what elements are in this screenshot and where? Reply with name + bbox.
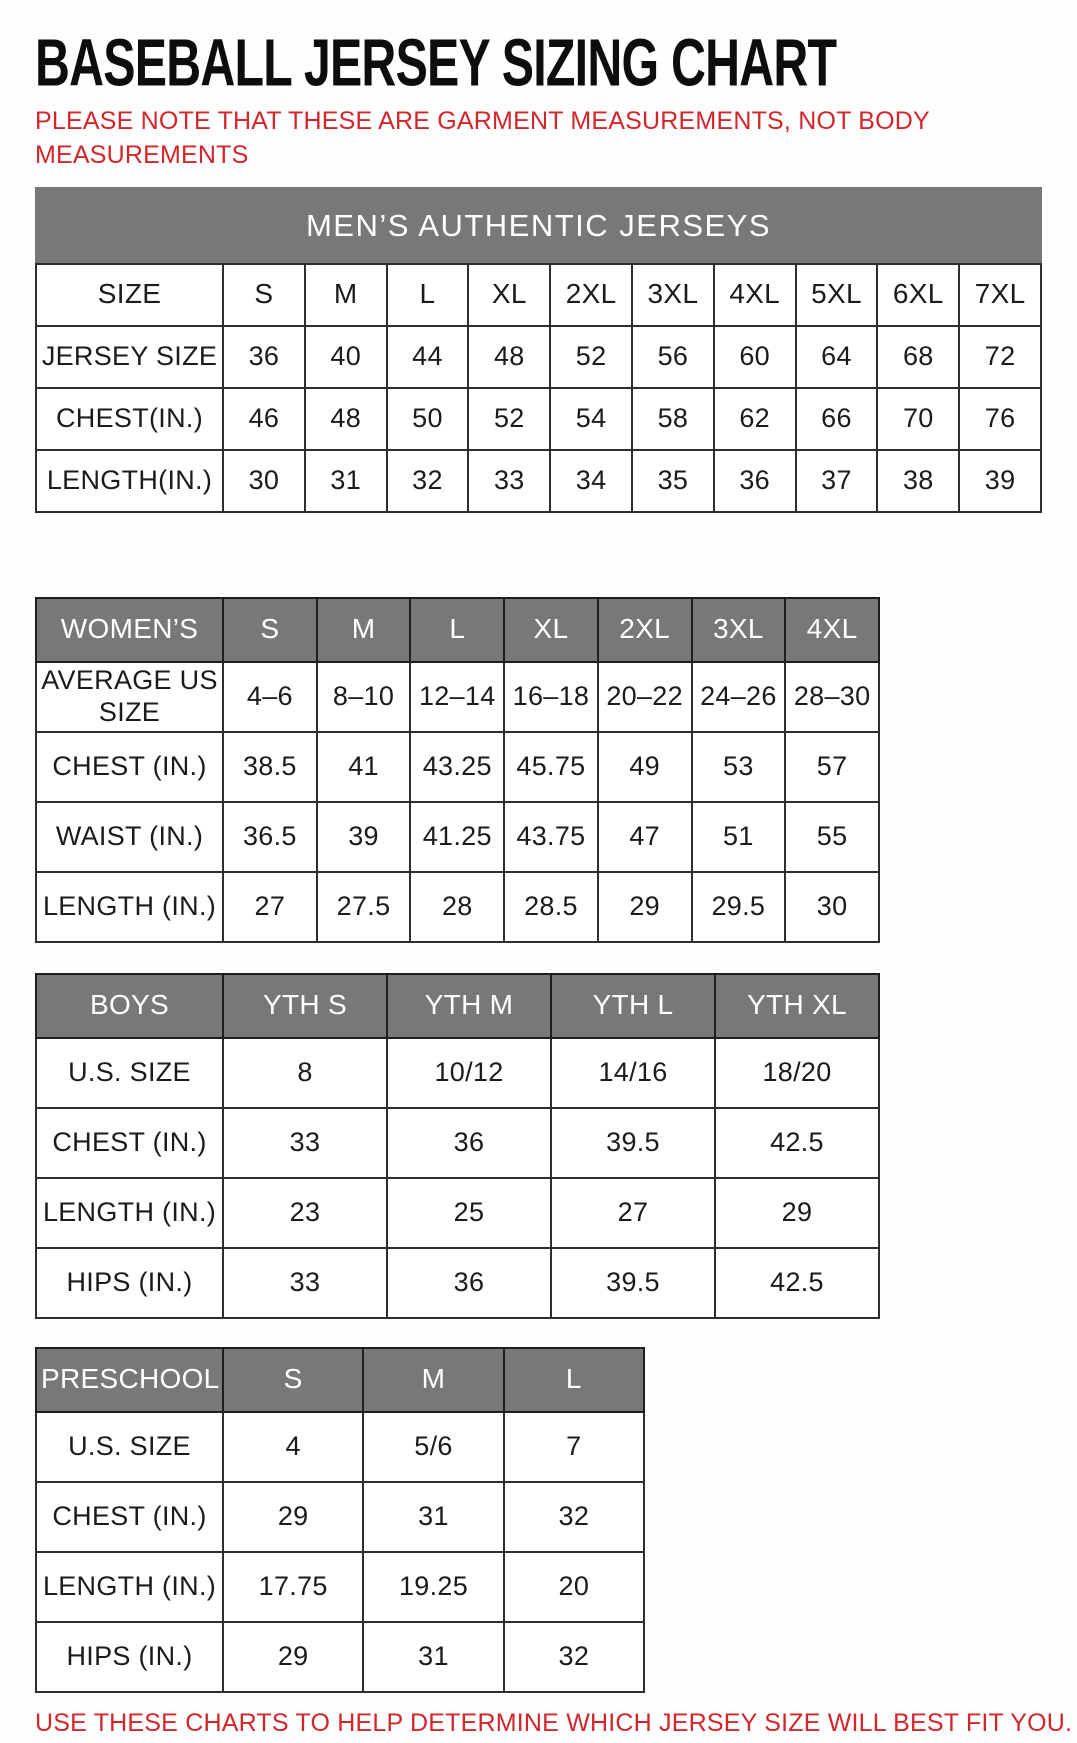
- womens-header-label: WOMEN’S: [36, 598, 223, 662]
- mens-value-cell: 34: [550, 450, 632, 512]
- boys-value-cell: 42.5: [715, 1108, 879, 1178]
- boys-value-cell: 27: [551, 1178, 715, 1248]
- mens-value-cell: 35: [632, 450, 714, 512]
- mens-value-cell: 33: [468, 450, 550, 512]
- womens-table-row: [36, 802, 879, 872]
- womens-value-cell: 28–30: [785, 662, 879, 732]
- preschool-row-label: U.S. SIZE: [36, 1412, 223, 1482]
- womens-value-cell: 49: [598, 732, 692, 802]
- boys-row-label: U.S. SIZE: [36, 1038, 223, 1108]
- page-title: BASEBALL JERSEY SIZING CHART: [35, 26, 837, 101]
- boys-header-label: BOYS: [36, 974, 223, 1038]
- womens-table-row: [36, 872, 879, 942]
- mens-table-row: [36, 326, 1041, 388]
- mens-value-cell: 64: [796, 326, 878, 388]
- womens-value-cell: 16–18: [504, 662, 598, 732]
- womens-value-cell: 41.25: [410, 802, 504, 872]
- boys-value-cell: 33: [223, 1108, 387, 1178]
- womens-row-label: LENGTH (IN.): [36, 872, 223, 942]
- mens-value-cell: 32: [387, 450, 469, 512]
- mens-value-cell: 50: [387, 388, 469, 450]
- preschool-table-row: [36, 1622, 644, 1692]
- preschool-value-cell: 19.25: [363, 1552, 503, 1622]
- boys-value-cell: 25: [387, 1178, 551, 1248]
- womens-value-cell: 57: [785, 732, 879, 802]
- boys-header-yth-l: YTH L: [551, 974, 715, 1038]
- mens-header-6xl: 6XL: [877, 264, 959, 326]
- mens-value-cell: 31: [305, 450, 387, 512]
- footer-note: USE THESE CHARTS TO HELP DETERMINE WHICH JERSEY SIZE WILL BEST FIT YOU.: [35, 1708, 1073, 1737]
- mens-header-xl: XL: [468, 264, 550, 326]
- womens-header-xl: XL: [504, 598, 598, 662]
- womens-value-cell: 29.5: [692, 872, 786, 942]
- boys-table-section: [35, 973, 1045, 1319]
- boys-table-row: [36, 1248, 879, 1318]
- boys-value-cell: 23: [223, 1178, 387, 1248]
- mens-row-label: JERSEY SIZE: [36, 326, 223, 388]
- preschool-value-cell: 32: [504, 1622, 644, 1692]
- boys-value-cell: 36: [387, 1248, 551, 1318]
- womens-row-label: WAIST (IN.): [36, 802, 223, 872]
- boys-value-cell: 18/20: [715, 1038, 879, 1108]
- womens-value-cell: 27.5: [317, 872, 411, 942]
- preschool-value-cell: 5/6: [363, 1412, 503, 1482]
- mens-value-cell: 52: [550, 326, 632, 388]
- mens-value-cell: 38: [877, 450, 959, 512]
- womens-header-2xl: 2XL: [598, 598, 692, 662]
- womens-value-cell: 53: [692, 732, 786, 802]
- preschool-table-row: [36, 1552, 644, 1622]
- womens-value-cell: 43.25: [410, 732, 504, 802]
- mens-value-cell: 36: [223, 326, 305, 388]
- boys-row-label: LENGTH (IN.): [36, 1178, 223, 1248]
- mens-header-5xl: 5XL: [796, 264, 878, 326]
- boys-header-yth-m: YTH M: [387, 974, 551, 1038]
- preschool-value-cell: 32: [504, 1482, 644, 1552]
- womens-value-cell: 30: [785, 872, 879, 942]
- womens-value-cell: 36.5: [223, 802, 317, 872]
- mens-value-cell: 70: [877, 388, 959, 450]
- womens-value-cell: 38.5: [223, 732, 317, 802]
- mens-table-row: [36, 388, 1041, 450]
- mens-banner: MEN’S AUTHENTIC JERSEYS: [35, 187, 1042, 263]
- preschool-header-m: M: [363, 1348, 503, 1412]
- mens-value-cell: 30: [223, 450, 305, 512]
- womens-table-section: [35, 597, 1045, 943]
- mens-header-m: M: [305, 264, 387, 326]
- boys-header-yth-s: YTH S: [223, 974, 387, 1038]
- mens-value-cell: 39: [959, 450, 1041, 512]
- womens-value-cell: 28.5: [504, 872, 598, 942]
- measurement-note: PLEASE NOTE THAT THESE ARE GARMENT MEASUREMENTS, NOT BODY MEASUREMENTS: [35, 107, 930, 169]
- preschool-value-cell: 31: [363, 1622, 503, 1692]
- womens-header-3xl: 3XL: [692, 598, 786, 662]
- mens-value-cell: 56: [632, 326, 714, 388]
- preschool-value-cell: 17.75: [223, 1552, 363, 1622]
- womens-value-cell: 43.75: [504, 802, 598, 872]
- womens-value-cell: 12–14: [410, 662, 504, 732]
- preschool-value-cell: 29: [223, 1482, 363, 1552]
- boys-value-cell: 29: [715, 1178, 879, 1248]
- boys-row-label: HIPS (IN.): [36, 1248, 223, 1318]
- preschool-table-row: [36, 1482, 644, 1552]
- womens-sizing-table: [35, 597, 880, 943]
- womens-value-cell: 8–10: [317, 662, 411, 732]
- boys-value-cell: 39.5: [551, 1248, 715, 1318]
- mens-value-cell: 48: [305, 388, 387, 450]
- mens-row-label: LENGTH(IN.): [36, 450, 223, 512]
- womens-value-cell: 27: [223, 872, 317, 942]
- womens-row-label: AVERAGE US SIZE: [36, 662, 223, 732]
- boys-header-row: [36, 974, 879, 1038]
- mens-value-cell: 66: [796, 388, 878, 450]
- boys-value-cell: 36: [387, 1108, 551, 1178]
- womens-header-s: S: [223, 598, 317, 662]
- mens-value-cell: 40: [305, 326, 387, 388]
- womens-value-cell: 4–6: [223, 662, 317, 732]
- womens-value-cell: 55: [785, 802, 879, 872]
- preschool-table-row: [36, 1412, 644, 1482]
- mens-sizing-table: [35, 263, 1042, 513]
- mens-header-l: L: [387, 264, 469, 326]
- mens-header-s: S: [223, 264, 305, 326]
- mens-value-cell: 60: [714, 326, 796, 388]
- mens-header-label: SIZE: [36, 264, 223, 326]
- mens-value-cell: 36: [714, 450, 796, 512]
- boys-table-row: [36, 1038, 879, 1108]
- preschool-value-cell: 29: [223, 1622, 363, 1692]
- boys-value-cell: 14/16: [551, 1038, 715, 1108]
- mens-value-cell: 37: [796, 450, 878, 512]
- mens-value-cell: 52: [468, 388, 550, 450]
- womens-header-4xl: 4XL: [785, 598, 879, 662]
- mens-header-row: [36, 264, 1041, 326]
- mens-row-label: CHEST(IN.): [36, 388, 223, 450]
- preschool-sizing-table: [35, 1347, 645, 1693]
- mens-value-cell: 62: [714, 388, 796, 450]
- boys-value-cell: 42.5: [715, 1248, 879, 1318]
- mens-value-cell: 58: [632, 388, 714, 450]
- mens-value-cell: 44: [387, 326, 469, 388]
- boys-value-cell: 33: [223, 1248, 387, 1318]
- mens-header-3xl: 3XL: [632, 264, 714, 326]
- preschool-value-cell: 31: [363, 1482, 503, 1552]
- womens-table-row: [36, 662, 879, 732]
- womens-header-l: L: [410, 598, 504, 662]
- womens-value-cell: 28: [410, 872, 504, 942]
- mens-header-2xl: 2XL: [550, 264, 632, 326]
- preschool-header-s: S: [223, 1348, 363, 1412]
- womens-row-label: CHEST (IN.): [36, 732, 223, 802]
- preschool-row-label: HIPS (IN.): [36, 1622, 223, 1692]
- womens-value-cell: 20–22: [598, 662, 692, 732]
- womens-value-cell: 24–26: [692, 662, 786, 732]
- womens-value-cell: 29: [598, 872, 692, 942]
- boys-row-label: CHEST (IN.): [36, 1108, 223, 1178]
- womens-value-cell: 39: [317, 802, 411, 872]
- boys-header-yth-xl: YTH XL: [715, 974, 879, 1038]
- boys-value-cell: 8: [223, 1038, 387, 1108]
- womens-header-m: M: [317, 598, 411, 662]
- mens-header-4xl: 4XL: [714, 264, 796, 326]
- preschool-table-section: [35, 1347, 1045, 1693]
- mens-table-row: [36, 450, 1041, 512]
- mens-value-cell: 54: [550, 388, 632, 450]
- preschool-value-cell: 7: [504, 1412, 644, 1482]
- mens-value-cell: 72: [959, 326, 1041, 388]
- boys-value-cell: 10/12: [387, 1038, 551, 1108]
- mens-value-cell: 46: [223, 388, 305, 450]
- mens-value-cell: 48: [468, 326, 550, 388]
- mens-value-cell: 68: [877, 326, 959, 388]
- boys-table-row: [36, 1178, 879, 1248]
- womens-value-cell: 45.75: [504, 732, 598, 802]
- mens-table-section: [35, 187, 1045, 513]
- preschool-header-l: L: [504, 1348, 644, 1412]
- mens-value-cell: 76: [959, 388, 1041, 450]
- womens-value-cell: 41: [317, 732, 411, 802]
- womens-table-row: [36, 732, 879, 802]
- womens-value-cell: 47: [598, 802, 692, 872]
- preschool-value-cell: 20: [504, 1552, 644, 1622]
- preschool-row-label: CHEST (IN.): [36, 1482, 223, 1552]
- boys-table-row: [36, 1108, 879, 1178]
- preschool-header-label: PRESCHOOL: [36, 1348, 223, 1412]
- womens-header-row: [36, 598, 879, 662]
- preschool-row-label: LENGTH (IN.): [36, 1552, 223, 1622]
- preschool-header-row: [36, 1348, 644, 1412]
- preschool-value-cell: 4: [223, 1412, 363, 1482]
- boys-sizing-table: [35, 973, 880, 1319]
- womens-value-cell: 51: [692, 802, 786, 872]
- boys-value-cell: 39.5: [551, 1108, 715, 1178]
- mens-header-7xl: 7XL: [959, 264, 1041, 326]
